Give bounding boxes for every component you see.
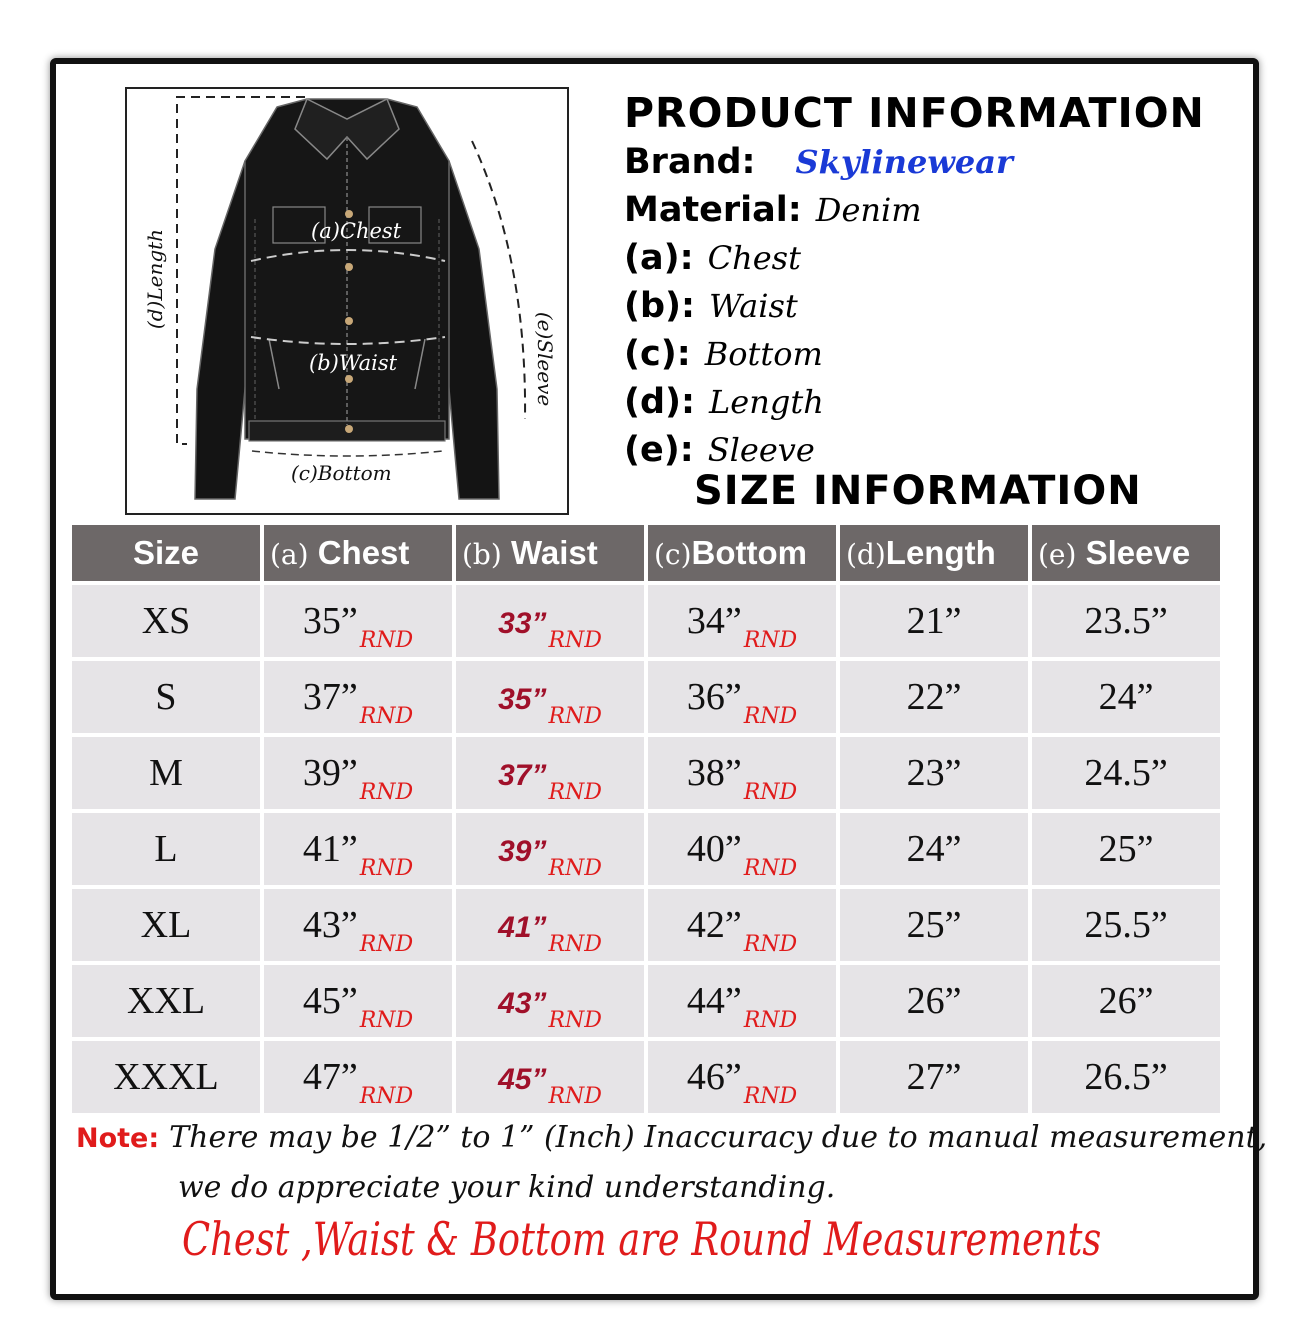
table-row xyxy=(72,1041,1220,1113)
waist-value: 39” xyxy=(498,835,547,868)
cell-size xyxy=(72,661,260,733)
cell-sleeve xyxy=(1032,585,1220,657)
diagram-length-label: (d)Length xyxy=(143,228,167,330)
cell-size xyxy=(72,965,260,1037)
cell-size xyxy=(72,889,260,961)
cell-bottom xyxy=(648,661,836,733)
size-value: XXXL xyxy=(113,1056,219,1098)
chest-value: 35” xyxy=(302,600,358,642)
cell-waist xyxy=(456,813,644,885)
chest-value: 47” xyxy=(302,1056,358,1098)
header-length xyxy=(840,525,1028,581)
rnd-tag: RND xyxy=(743,856,798,881)
cell-bottom xyxy=(648,585,836,657)
note-line-2: we do appreciate your kind understanding. xyxy=(178,1170,836,1205)
rnd-tag: RND xyxy=(743,932,798,957)
rnd-tag: RND xyxy=(548,704,602,729)
waist-value: 33” xyxy=(498,607,547,640)
length-value: 25” xyxy=(906,904,962,946)
header-label: Size xyxy=(132,534,200,571)
bottom-value: 36” xyxy=(686,676,742,718)
bottom-value: 38” xyxy=(686,752,742,794)
cell-bottom xyxy=(648,889,836,961)
cell-size xyxy=(72,1041,260,1113)
length-value: 24” xyxy=(906,828,962,870)
note-line-1 xyxy=(76,1120,1268,1155)
brand-row xyxy=(624,138,1224,186)
header-chest xyxy=(264,525,452,581)
rnd-tag: RND xyxy=(548,932,602,957)
size-table xyxy=(68,521,1224,1117)
measure-row xyxy=(624,426,1224,474)
header-prefix: (d) xyxy=(846,538,886,571)
waist-value: 43” xyxy=(498,987,547,1020)
rnd-tag: RND xyxy=(359,932,414,957)
length-value: 26” xyxy=(906,980,962,1022)
rnd-tag: RND xyxy=(548,628,602,653)
note-text: There may be 1/2” to 1” (Inch) Inaccuracy due to manual measurement, xyxy=(169,1120,1268,1155)
cell-chest xyxy=(264,965,452,1037)
length-value: 27” xyxy=(906,1056,962,1098)
measure-row xyxy=(624,234,1224,282)
product-info xyxy=(624,88,1224,474)
measure-key: (b): xyxy=(624,286,696,326)
sleeve-value: 24.5” xyxy=(1084,752,1168,794)
sleeve-value: 25.5” xyxy=(1084,904,1168,946)
rnd-tag: RND xyxy=(548,1008,602,1033)
size-value: XXL xyxy=(126,980,206,1022)
cell-chest xyxy=(264,737,452,809)
diagram-bottom-label: (c)Bottom xyxy=(291,461,392,485)
header-bottom xyxy=(648,525,836,581)
cell-waist xyxy=(456,1041,644,1113)
diagram-chest-label: (a)Chest xyxy=(311,219,402,243)
cell-sleeve xyxy=(1032,1041,1220,1113)
sleeve-value: 23.5” xyxy=(1084,600,1168,642)
measure-row xyxy=(624,282,1224,330)
cell-chest xyxy=(264,585,452,657)
header-label: Sleeve xyxy=(1085,534,1191,571)
waist-value: 37” xyxy=(498,759,547,792)
header-label: Waist xyxy=(510,534,598,571)
round-measurement-note: Chest ,Waist & Bottom are Round Measurements xyxy=(182,1212,1102,1266)
measure-key: (d): xyxy=(624,382,696,422)
brand-value: Skylinewear xyxy=(795,143,1013,181)
cell-waist xyxy=(456,661,644,733)
cell-length xyxy=(840,1041,1028,1113)
table-row xyxy=(72,661,1220,733)
size-value: XL xyxy=(140,904,192,946)
measure-value: Waist xyxy=(709,287,798,325)
waist-value: 35” xyxy=(498,683,547,716)
rnd-tag: RND xyxy=(743,628,798,653)
diagram-waist-label: (b)Waist xyxy=(309,351,398,375)
bottom-value: 44” xyxy=(686,980,742,1022)
cell-sleeve xyxy=(1032,965,1220,1037)
chest-value: 45” xyxy=(302,980,358,1022)
length-value: 22” xyxy=(906,676,962,718)
bottom-value: 42” xyxy=(686,904,742,946)
table-row xyxy=(72,813,1220,885)
size-value: XS xyxy=(141,600,191,642)
header-label: Chest xyxy=(317,534,410,571)
table-header-row xyxy=(72,525,1220,581)
cell-bottom xyxy=(648,737,836,809)
cell-waist xyxy=(456,965,644,1037)
rnd-tag: RND xyxy=(359,628,414,653)
sleeve-value: 24” xyxy=(1098,676,1154,718)
jacket-illustration xyxy=(127,89,567,513)
waist-value: 41” xyxy=(498,911,547,944)
cell-sleeve xyxy=(1032,813,1220,885)
rnd-tag: RND xyxy=(359,1084,414,1109)
sleeve-value: 25” xyxy=(1098,828,1154,870)
cell-bottom xyxy=(648,965,836,1037)
header-prefix: (b) xyxy=(462,538,502,571)
header-prefix: (e) xyxy=(1038,538,1077,571)
size-info-title: SIZE INFORMATION xyxy=(694,468,1142,514)
cell-chest xyxy=(264,889,452,961)
material-label: Material: xyxy=(624,190,802,230)
bottom-value: 46” xyxy=(686,1056,742,1098)
size-value: M xyxy=(149,752,183,794)
rnd-tag: RND xyxy=(743,780,798,805)
cell-length xyxy=(840,813,1028,885)
measure-value: Sleeve xyxy=(707,431,815,469)
chest-value: 37” xyxy=(302,676,358,718)
cell-size xyxy=(72,737,260,809)
table-row xyxy=(72,585,1220,657)
material-row xyxy=(624,186,1224,234)
rnd-tag: RND xyxy=(743,1008,798,1033)
length-value: 21” xyxy=(906,600,962,642)
cell-sleeve xyxy=(1032,661,1220,733)
jacket-diagram xyxy=(125,87,569,515)
bottom-value: 34” xyxy=(686,600,742,642)
measure-row xyxy=(624,330,1224,378)
cell-size xyxy=(72,813,260,885)
sleeve-value: 26” xyxy=(1098,980,1154,1022)
measure-value: Chest xyxy=(707,239,801,277)
note-label: Note: xyxy=(76,1123,160,1154)
brand-label: Brand: xyxy=(624,142,756,182)
bottom-value: 40” xyxy=(686,828,742,870)
header-waist xyxy=(456,525,644,581)
sleeve-value: 26.5” xyxy=(1084,1056,1168,1098)
cell-waist xyxy=(456,585,644,657)
rnd-tag: RND xyxy=(743,704,798,729)
measure-value: Length xyxy=(709,383,824,421)
header-label: Length xyxy=(885,534,996,571)
cell-sleeve xyxy=(1032,737,1220,809)
measure-value: Bottom xyxy=(704,335,823,373)
size-value: S xyxy=(155,676,177,718)
measure-key: (a): xyxy=(624,238,694,278)
cell-length xyxy=(840,965,1028,1037)
header-label: Bottom xyxy=(691,534,807,571)
cell-sleeve xyxy=(1032,889,1220,961)
cell-size xyxy=(72,585,260,657)
cell-length xyxy=(840,737,1028,809)
size-value: L xyxy=(154,828,178,870)
material-value: Denim xyxy=(815,191,922,229)
rnd-tag: RND xyxy=(743,1084,798,1109)
rnd-tag: RND xyxy=(548,780,602,805)
chest-value: 39” xyxy=(302,752,358,794)
measure-row xyxy=(624,378,1224,426)
cell-waist xyxy=(456,737,644,809)
length-value: 23” xyxy=(906,752,962,794)
rnd-tag: RND xyxy=(359,1008,414,1033)
rnd-tag: RND xyxy=(359,856,414,881)
cell-waist xyxy=(456,889,644,961)
cell-chest xyxy=(264,1041,452,1113)
header-prefix: (a) xyxy=(270,538,309,571)
rnd-tag: RND xyxy=(359,704,414,729)
rnd-tag: RND xyxy=(548,856,602,881)
cell-length xyxy=(840,585,1028,657)
diagram-sleeve-label: (e)Sleeve xyxy=(533,311,557,407)
header-size xyxy=(72,525,260,581)
cell-length xyxy=(840,889,1028,961)
table-row xyxy=(72,737,1220,809)
header-prefix: (c) xyxy=(654,538,692,571)
cell-chest xyxy=(264,661,452,733)
chest-value: 43” xyxy=(302,904,358,946)
chest-value: 41” xyxy=(302,828,358,870)
cell-length xyxy=(840,661,1028,733)
measure-key: (e): xyxy=(624,430,694,470)
waist-value: 45” xyxy=(498,1063,547,1096)
cell-bottom xyxy=(648,1041,836,1113)
cell-bottom xyxy=(648,813,836,885)
rnd-tag: RND xyxy=(548,1084,602,1109)
measure-key: (c): xyxy=(624,334,691,374)
rnd-tag: RND xyxy=(359,780,414,805)
product-info-title: PRODUCT INFORMATION xyxy=(624,89,1205,137)
table-row xyxy=(72,889,1220,961)
header-sleeve xyxy=(1032,525,1220,581)
table-row xyxy=(72,965,1220,1037)
cell-chest xyxy=(264,813,452,885)
